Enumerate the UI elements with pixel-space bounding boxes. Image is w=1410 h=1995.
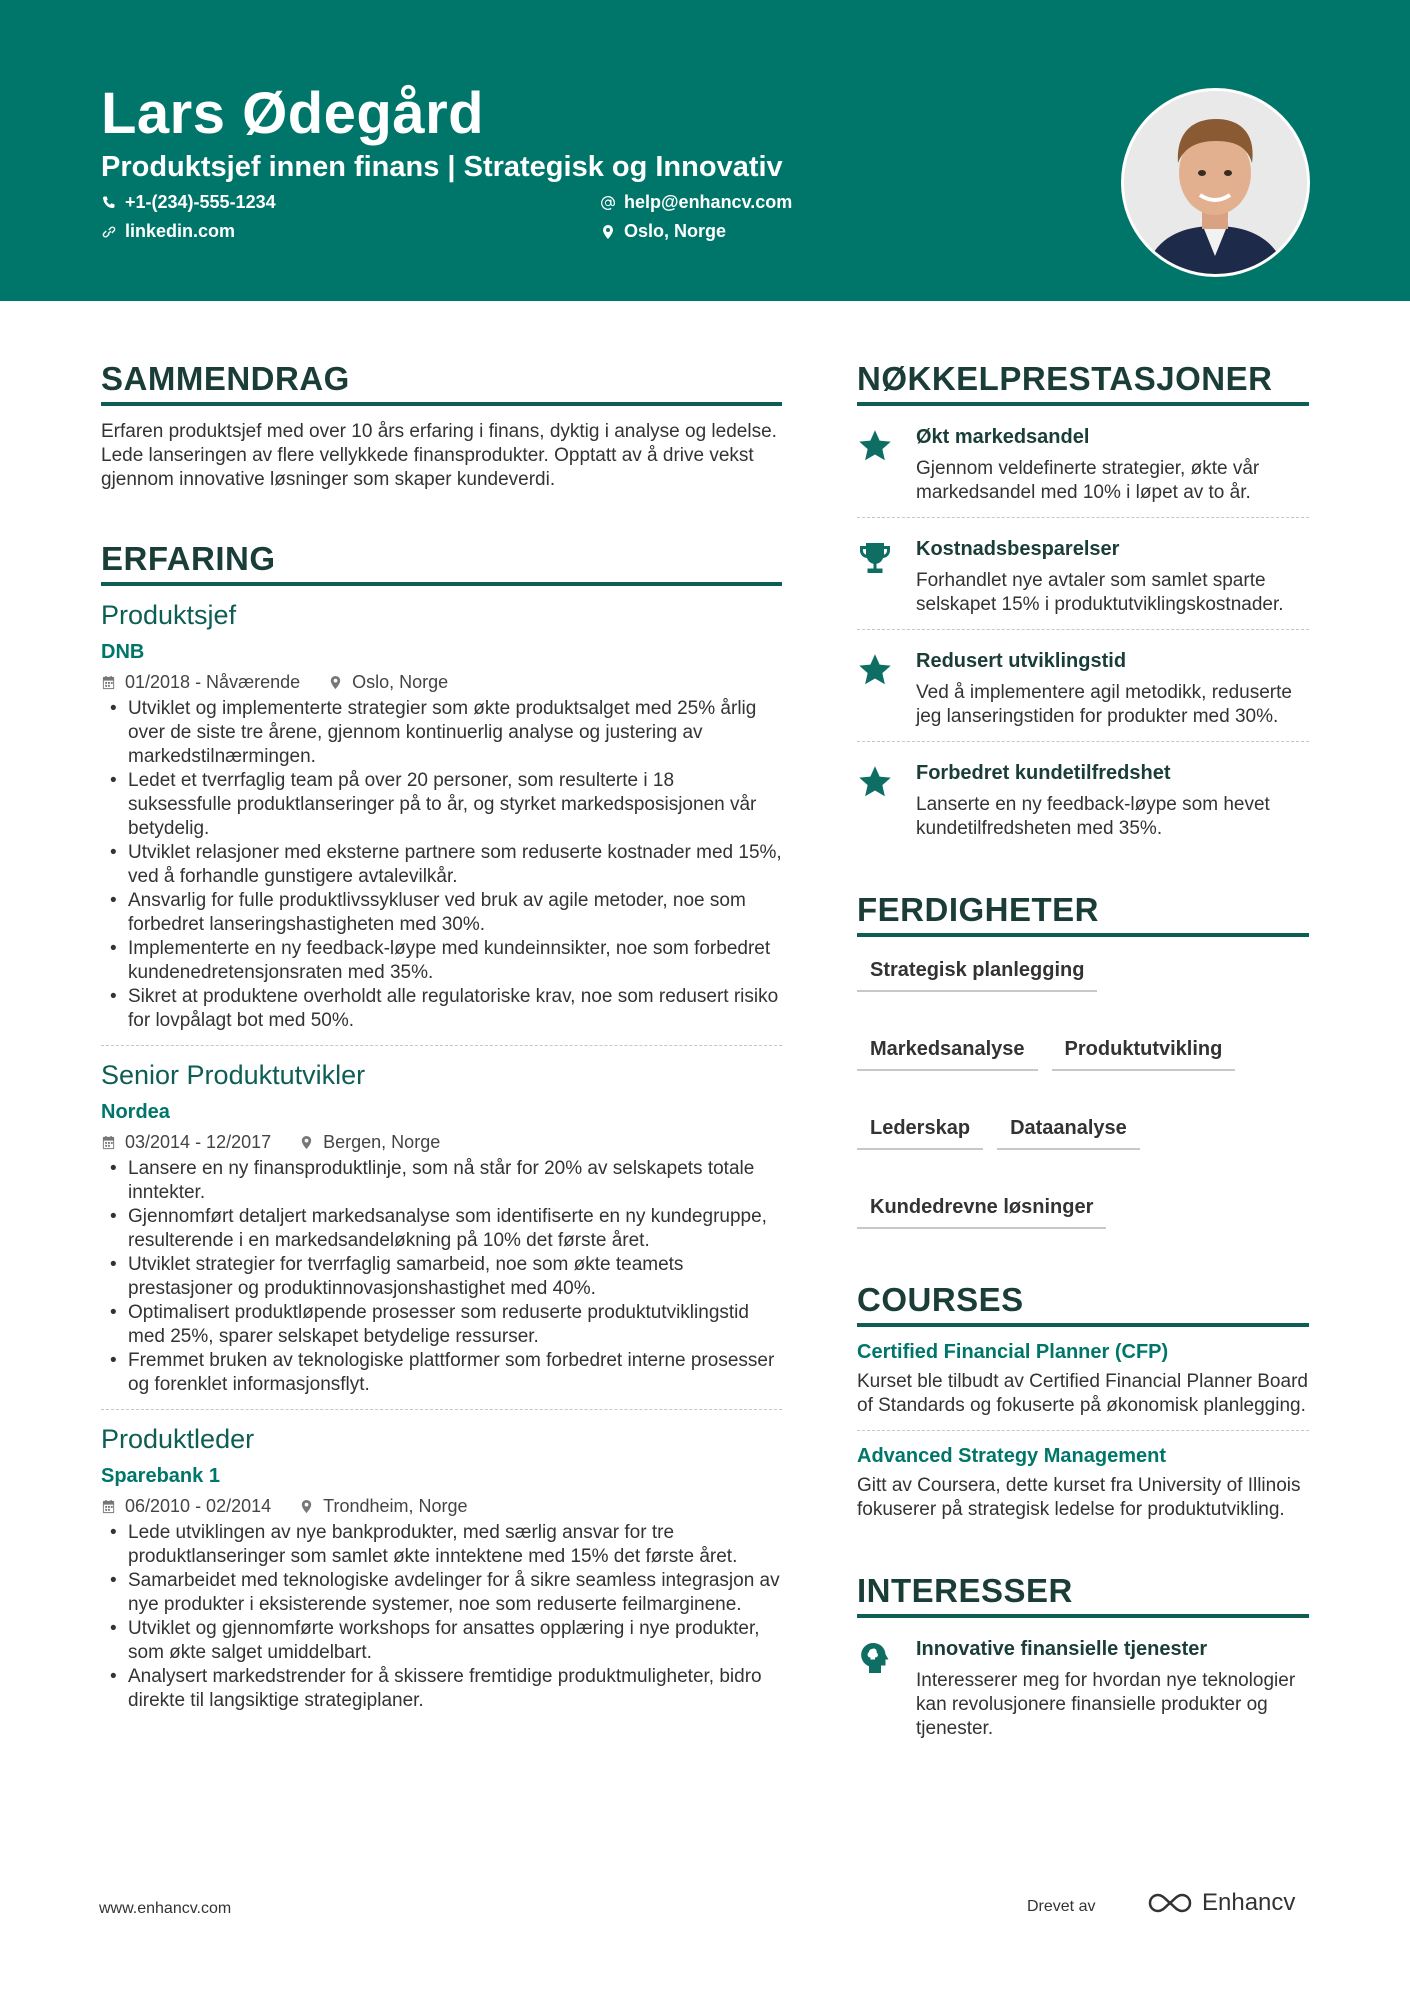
divider	[857, 517, 1309, 518]
map-pin-icon	[299, 1499, 314, 1514]
job-bullets	[101, 697, 782, 1033]
phone-text: +1-(234)-555-1234	[125, 192, 276, 212]
linkedin-text[interactable]: linkedin.com	[125, 221, 236, 241]
achievement-item	[857, 532, 1309, 617]
job-bullet: • Implementerte en ny feedback-løype med kundeinnsikter, noe som forbedret kundenedretensjonsraten med 35%.	[101, 937, 782, 985]
enhancv-logo-icon	[1146, 1890, 1194, 1916]
calendar-icon	[101, 675, 116, 690]
course-title: Certified Financial Planner (CFP)	[857, 1341, 1169, 1363]
course-desc: Kurset ble tilbudt av Certified Financial Planner Board of Standards og fokuserte på økonomisk planlegging.	[857, 1371, 1308, 1416]
achievement-title: Forbedret kundetilfredshet	[916, 762, 1171, 784]
profile-photo	[1121, 88, 1310, 277]
job-title: Produktsjef	[101, 600, 237, 630]
job-dates-text: 01/2018 - Nåværende	[125, 672, 301, 692]
summary-heading: SAMMENDRAG	[101, 360, 782, 406]
divider	[101, 1045, 782, 1046]
interests-heading: INTERESSER	[857, 1572, 1309, 1618]
job-bullet: • Utviklet og implementerte strategier som økte produktsalget med 25% årlig over de siste tre årene, gjennom kontinuerlig analyse og justering av markedstilnærmingen.	[101, 697, 782, 769]
job-bullet: • Ansvarlig for fulle produktlivssykluser ved bruk av agile metoder, noe som forbedret lanseringshastigheten med 30%.	[101, 889, 782, 937]
achievement-desc: Lanserte en ny feedback-løype som hevet kundetilfredsheten med 35%.	[916, 794, 1270, 839]
skill-tag: Markedsanalyse	[857, 1038, 1038, 1071]
enhancv-brand-text: Enhancv	[1202, 1889, 1296, 1916]
star-icon	[857, 764, 893, 800]
job-bullet: • Lede utviklingen av nye bankprodukter, med særlig ansvar for tre produktlanseringer som samlet økte inntektene med 15% det første året.	[101, 1521, 782, 1569]
job-bullet: • Lansere en ny finansproduktlinje, som nå står for 20% av selskapets totale inntekter.	[101, 1157, 782, 1205]
job-dates	[101, 1132, 271, 1153]
candidate-headline: Produktsjef innen finans | Strategisk og Innovativ	[101, 151, 783, 183]
job-title: Produktleder	[101, 1424, 255, 1454]
star-icon	[857, 652, 893, 688]
job-bullet: • Fremmet bruken av teknologiske plattformer som forbedret interne prosesser og forenklet informasjonsflyt.	[101, 1349, 782, 1397]
course-desc: Gitt av Coursera, dette kurset fra University of Illinois fokuserer på strategisk ledelse for produktutvikling.	[857, 1475, 1301, 1520]
skill-tag: Produktutvikling	[1052, 1038, 1236, 1071]
interest-item	[857, 1632, 1309, 1741]
left-column	[101, 360, 782, 1725]
experience-heading: ERFARING	[101, 540, 782, 586]
job-bullet: • Analysert markedstrender for å skissere fremtidige produktmuligheter, bidro direkte til langsiktige strategiplaner.	[101, 1665, 782, 1713]
job-company: Nordea	[101, 1101, 170, 1123]
at-icon	[600, 195, 616, 211]
job-bullet: • Utviklet og gjennomførte workshops for ansattes opplæring i nye produkter, som økte salget umiddelbart.	[101, 1617, 782, 1665]
divider	[857, 1430, 1309, 1431]
achievements-heading: NØKKELPRESTASJONER	[857, 360, 1309, 406]
achievement-item	[857, 756, 1309, 841]
footer-powered-by: Drevet av	[1027, 1898, 1096, 1915]
course-item	[857, 1341, 1309, 1418]
job-entry	[101, 600, 782, 1033]
star-icon	[857, 428, 893, 464]
job-location-text: Oslo, Norge	[352, 672, 449, 692]
summary-text: Erfaren produktsjef med over 10 års erfaring i finans, dyktig i analyse og ledelse. Lede lanseringen av flere vellykkede finansprodukter. Opptatt av å drive vekst gjennom innovative løsninger som skaper kundeverdi.	[101, 421, 777, 490]
job-bullet: • Utviklet relasjoner med eksterne partnere som reduserte kostnader med 15%, ved å forhandle gunstigere avtalevilkår.	[101, 841, 782, 889]
job-bullet: • Utviklet strategier for tverrfaglig samarbeid, noe som økte teamets prestasjoner og produktinnovasjonshastighet med 40%.	[101, 1253, 782, 1301]
job-bullet: • Optimalisert produktløpende prosesser som reduserte produktutviklingstid med 25%, sparer selskapet betydelige ressurser.	[101, 1301, 782, 1349]
enhancv-logo[interactable]	[1146, 1889, 1295, 1917]
achievement-title: Redusert utviklingstid	[916, 650, 1127, 672]
right-column	[857, 360, 1309, 1741]
achievement-item	[857, 644, 1309, 729]
course-item	[857, 1445, 1309, 1522]
phone-icon	[101, 195, 117, 211]
job-meta	[101, 1496, 782, 1517]
job-location	[299, 1132, 440, 1153]
job-title: Senior Produktutvikler	[101, 1060, 366, 1090]
contact-linkedin[interactable]	[101, 221, 235, 242]
job-dates	[101, 1496, 271, 1517]
calendar-icon	[101, 1135, 116, 1150]
contact-location	[600, 221, 726, 242]
course-title: Advanced Strategy Management	[857, 1445, 1166, 1467]
achievement-title: Økt markedsandel	[916, 426, 1090, 448]
link-icon	[101, 224, 117, 240]
brain-head-icon	[857, 1640, 893, 1676]
job-entry	[101, 1424, 782, 1713]
job-company: Sparebank 1	[101, 1465, 220, 1487]
skill-tag: Strategisk planlegging	[857, 959, 1097, 992]
achievement-desc: Ved å implementere agil metodikk, reduserte jeg lanseringstiden for produkter med 30%.	[916, 682, 1292, 727]
job-location-text: Bergen, Norge	[323, 1132, 441, 1152]
achievement-item	[857, 420, 1309, 505]
job-meta	[101, 1132, 782, 1153]
job-dates-text: 03/2014 - 12/2017	[125, 1132, 272, 1152]
divider	[101, 1409, 782, 1410]
job-location	[328, 672, 448, 693]
trophy-icon	[857, 540, 893, 576]
skill-tag: Dataanalyse	[997, 1117, 1140, 1150]
map-pin-icon	[600, 224, 616, 240]
map-pin-icon	[328, 675, 343, 690]
resume-header	[0, 0, 1410, 301]
interest-title: Innovative finansielle tjenester	[916, 1638, 1208, 1660]
job-bullet: • Sikret at produktene overholdt alle regulatoriske krav, noe som redusert risiko for lovpålagt bot med 50%.	[101, 985, 782, 1033]
skills-list	[857, 959, 1309, 1229]
divider	[857, 629, 1309, 630]
footer-url[interactable]: www.enhancv.com	[99, 1900, 232, 1917]
map-pin-icon	[299, 1135, 314, 1150]
contact-email[interactable]	[600, 192, 792, 213]
courses-heading: COURSES	[857, 1281, 1309, 1327]
job-meta	[101, 672, 782, 693]
candidate-name: Lars Ødegård	[101, 81, 485, 146]
divider	[857, 741, 1309, 742]
contact-phone	[101, 192, 276, 213]
calendar-icon	[101, 1499, 116, 1514]
job-location	[299, 1496, 467, 1517]
email-text[interactable]: help@enhancv.com	[624, 192, 793, 212]
location-text: Oslo, Norge	[624, 221, 727, 241]
achievement-desc: Gjennom veldefinerte strategier, økte vår markedsandel med 10% i løpet av to år.	[916, 458, 1260, 503]
job-dates	[101, 672, 300, 693]
skill-tag: Kundedrevne løsninger	[857, 1196, 1106, 1229]
interest-desc: Interesserer meg for hvordan nye teknologier kan revolusjonere finansielle produkter og tjenester.	[916, 1670, 1296, 1739]
job-location-text: Trondheim, Norge	[323, 1496, 468, 1516]
job-bullet: • Gjennomført detaljert markedsanalyse som identifiserte en ny kundegruppe, resulterende i en markedsandeløkning på 10% det første året.	[101, 1205, 782, 1253]
job-company: DNB	[101, 641, 145, 663]
job-bullet: • Ledet et tverrfaglig team på over 20 personer, som resulterte i 18 suksessfulle produktlanseringer på to år, og styrket markedsposisjonen vår betydelig.	[101, 769, 782, 841]
job-bullets	[101, 1521, 782, 1713]
job-bullets	[101, 1157, 782, 1397]
achievement-title: Kostnadsbesparelser	[916, 538, 1120, 560]
job-dates-text: 06/2010 - 02/2014	[125, 1496, 272, 1516]
achievement-desc: Forhandlet nye avtaler som samlet sparte selskapet 15% i produktutviklingskostnader.	[916, 570, 1284, 615]
job-entry	[101, 1060, 782, 1397]
skill-tag: Lederskap	[857, 1117, 983, 1150]
job-bullet: • Samarbeidet med teknologiske avdelinger for å sikre seamless integrasjon av nye produkter i eksisterende systemer, noe som reduserte feilmarginene.	[101, 1569, 782, 1617]
skills-heading: FERDIGHETER	[857, 891, 1309, 937]
